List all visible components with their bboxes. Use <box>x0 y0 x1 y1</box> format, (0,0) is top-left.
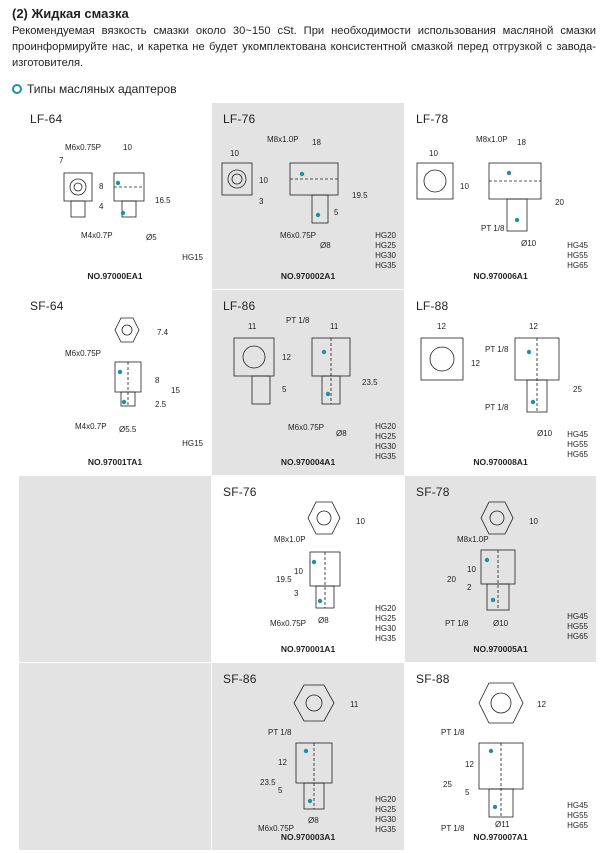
dim-label: 23.5 <box>362 378 378 387</box>
model-name: LF-88 <box>416 299 449 313</box>
model-name: SF-88 <box>416 672 450 686</box>
model-name: LF-78 <box>416 112 449 126</box>
dim-label: PT 1/8 <box>268 728 292 737</box>
dim-label: Ø8 <box>308 816 319 825</box>
dim-label: 11 <box>330 322 339 331</box>
dim-label: M4x0.7P <box>75 422 107 431</box>
model-name: SF-78 <box>416 485 450 499</box>
cell-lf64 <box>19 103 212 290</box>
cell-sf88 <box>405 663 597 851</box>
dim-label: Ø8 <box>318 616 329 625</box>
part-number: NO.97000EA1 <box>87 271 143 281</box>
dim-label: Ø5 <box>146 233 157 242</box>
dim-label: M4x0.7P <box>81 231 113 240</box>
dim-label: M6x0.75P <box>280 231 317 240</box>
dim-label: 16.5 <box>155 196 171 205</box>
dim-label: 12 <box>537 700 546 709</box>
dim-label: 5 <box>282 385 287 394</box>
bullet-ring-icon <box>12 84 22 94</box>
cell-sf64 <box>19 290 212 476</box>
dim-label: 8 <box>99 182 104 191</box>
dim-label: Ø8 <box>320 241 331 250</box>
dim-label: 18 <box>517 138 526 147</box>
part-number: NO.970004A1 <box>280 457 336 467</box>
dim-label: Ø10 <box>493 619 509 628</box>
model-name: LF-86 <box>223 299 256 313</box>
model-name: SF-64 <box>30 299 64 313</box>
dim-label: 5 <box>465 788 470 797</box>
dim-label: 11 <box>248 322 257 331</box>
dim-label: M6x0.75P <box>258 824 295 833</box>
dim-label: M8x1.0P <box>457 535 489 544</box>
dim-label: 12 <box>471 359 480 368</box>
hg-series: HG20 HG25 HG30 HG35 <box>375 231 396 270</box>
dim-label: M6x0.75P <box>65 349 102 358</box>
part-number: NO.970008A1 <box>473 457 528 467</box>
dim-label: PT 1/8 <box>441 824 465 833</box>
model-name: LF-76 <box>223 112 256 126</box>
part-number: NO.970002A1 <box>280 271 336 281</box>
dim-label: 20 <box>555 198 564 207</box>
dim-label: 19.5 <box>276 575 292 584</box>
dim-label: M8x1.0P <box>267 135 299 144</box>
subsection-title: Типы масляных адаптеров <box>27 82 177 96</box>
dim-label: M8x1.0P <box>274 535 306 544</box>
hg-series: HG45 HG55 HG65 <box>567 801 588 830</box>
dim-label: 18 <box>312 138 321 147</box>
dim-label: PT 1/8 <box>485 345 509 354</box>
part-number: NO.970007A1 <box>473 832 528 842</box>
hg-series: HG45 HG55 HG65 <box>567 612 588 641</box>
dim-label: PT 1/8 <box>445 619 469 628</box>
section-heading: (2) Жидкая смазка <box>12 6 129 21</box>
model-name: LF-64 <box>30 112 63 126</box>
dim-label: 7 <box>59 156 64 165</box>
part-number: NO.970003A1 <box>280 832 336 842</box>
dim-label: 10 <box>230 149 239 158</box>
dim-label: 2.5 <box>155 400 167 409</box>
dim-label: 4 <box>99 202 104 211</box>
dim-label: 12 <box>465 760 474 769</box>
dim-label: 5 <box>278 786 283 795</box>
cell-sf86 <box>212 663 405 851</box>
dim-label: M6x0.75P <box>270 619 307 628</box>
cell-lf88 <box>405 290 597 476</box>
hg-series: HG20 HG25 HG30 HG35 <box>375 422 396 461</box>
dim-label: 12 <box>278 758 287 767</box>
dim-label: 15 <box>171 386 180 395</box>
dim-label: 10 <box>529 517 538 526</box>
dim-label: 10 <box>259 176 268 185</box>
dim-label: 3 <box>259 197 264 206</box>
dim-label: 8 <box>155 376 160 385</box>
dim-label: PT 1/8 <box>286 316 310 325</box>
part-number: NO.970006A1 <box>473 271 528 281</box>
cell-lf86 <box>212 290 405 476</box>
dim-label: Ø10 <box>521 239 537 248</box>
dim-label: 10 <box>467 565 476 574</box>
dim-label: M8x1.0P <box>476 135 508 144</box>
dim-label: PT 1/8 <box>441 728 465 737</box>
dim-label: 7.4 <box>157 328 169 337</box>
hg-series: HG15 <box>182 253 203 262</box>
hg-series: HG15 <box>182 439 203 448</box>
section-description: Рекомендуемая вязкость смазки около 30~150 cSt. При необходимости использования масляной смазки проинформируйте нас, и каретка не будет укомплектована консистентной смазкой перед отгрузкой с завода-изготовителя. <box>12 25 596 69</box>
dim-label: 12 <box>437 322 446 331</box>
dim-label: Ø8 <box>336 429 347 438</box>
cell-lf76 <box>212 103 405 290</box>
part-number: NO.97001TA1 <box>87 457 143 467</box>
dim-label: 10 <box>429 149 438 158</box>
cell-sf76 <box>212 476 405 663</box>
adapter-grid <box>19 103 597 851</box>
cell-empty-1 <box>19 476 212 663</box>
hg-series: HG20 HG25 HG30 HG35 <box>375 795 396 834</box>
dim-label: 10 <box>123 143 132 152</box>
dim-label: 19.5 <box>352 191 368 200</box>
dim-label: PT 1/8 <box>481 224 505 233</box>
cell-sf78 <box>405 476 597 663</box>
hg-series: HG45 HG55 HG65 <box>567 430 588 459</box>
subsection-heading <box>12 82 177 96</box>
dim-label: M6x0.75P <box>65 143 102 152</box>
dim-label: 10 <box>460 182 469 191</box>
dim-label: 10 <box>294 567 303 576</box>
dim-label: 2 <box>467 583 472 592</box>
dim-label: 12 <box>282 353 291 362</box>
cell-lf78 <box>405 103 597 290</box>
part-number: NO.970001A1 <box>280 644 336 654</box>
dim-label: 11 <box>350 700 359 709</box>
dim-label: Ø11 <box>495 820 510 829</box>
dim-label: 10 <box>356 517 365 526</box>
dim-label: PT 1/8 <box>485 403 509 412</box>
dim-label: 20 <box>447 575 456 584</box>
dim-label: 3 <box>294 589 299 598</box>
dim-label: 25 <box>443 780 452 789</box>
dim-label: 5 <box>334 208 339 217</box>
model-name: SF-86 <box>223 672 257 686</box>
dim-label: 25 <box>573 385 582 394</box>
dim-label: 12 <box>529 322 538 331</box>
model-name: SF-76 <box>223 485 257 499</box>
hg-series: HG45 HG55 HG65 <box>567 241 588 270</box>
dim-label: Ø5.5 <box>119 425 137 434</box>
hg-series: HG20 HG25 HG30 HG35 <box>375 604 396 643</box>
cell-empty-2 <box>19 663 212 851</box>
part-number: NO.970005A1 <box>473 644 528 654</box>
dim-label: 23.5 <box>260 778 276 787</box>
dim-label: M6x0.75P <box>288 423 325 432</box>
dim-label: Ø10 <box>537 429 553 438</box>
